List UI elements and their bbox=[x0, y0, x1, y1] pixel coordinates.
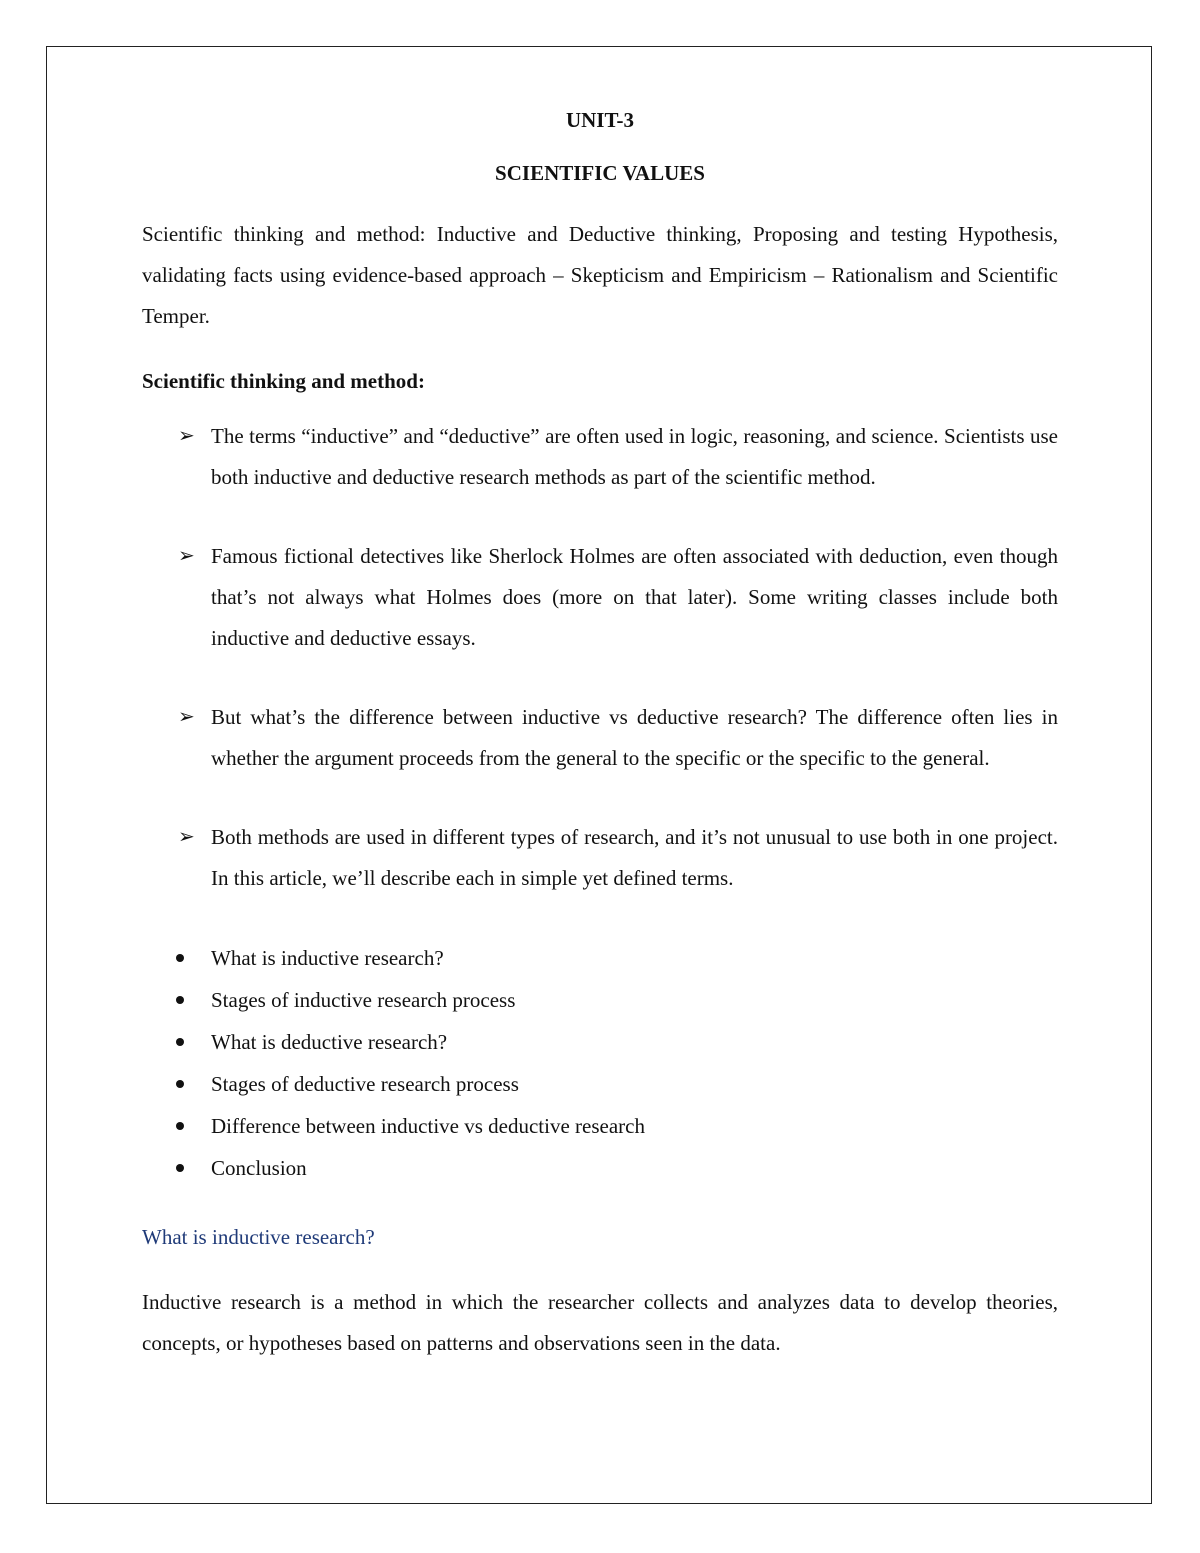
arrow-bullet-icon: ➢ bbox=[178, 545, 195, 567]
topic-list bbox=[142, 937, 1058, 1189]
topic-text: Conclusion bbox=[211, 1156, 307, 1180]
arrow-bullet-icon: ➢ bbox=[178, 826, 195, 848]
point-text: Both methods are used in different types of research, and it’s not unusual to use both in one project. In this article, we’ll describe each in simple yet defined terms. bbox=[211, 825, 1058, 890]
bullet-dot-icon bbox=[176, 1038, 184, 1046]
bullet-dot-icon bbox=[176, 1080, 184, 1088]
topic-text: Difference between inductive vs deductive research bbox=[211, 1114, 645, 1138]
bullet-dot-icon bbox=[176, 1164, 184, 1172]
bullet-dot-icon bbox=[176, 954, 184, 962]
arrow-bullet-icon: ➢ bbox=[178, 425, 195, 447]
topic-text: Stages of deductive research process bbox=[211, 1072, 519, 1096]
arrow-bullet-icon: ➢ bbox=[178, 706, 195, 728]
arrow-point-list bbox=[142, 416, 1058, 899]
list-item bbox=[142, 817, 1058, 899]
bullet-dot-icon bbox=[176, 1122, 184, 1130]
subsection-heading: What is inductive research? bbox=[142, 1225, 375, 1249]
list-item bbox=[142, 1147, 1058, 1189]
list-item bbox=[142, 1105, 1058, 1147]
topic-text: What is inductive research? bbox=[211, 946, 444, 970]
list-item bbox=[142, 416, 1058, 498]
bullet-dot-icon bbox=[176, 996, 184, 1004]
unit-title: UNIT-3 bbox=[565, 108, 635, 132]
list-item bbox=[142, 536, 1058, 659]
point-text: Famous fictional detectives like Sherlock Holmes are often associated with deduction, even though that’s not always what Holmes does (more on that later). Some writing classes include both inductive and deductive essays. bbox=[211, 544, 1058, 650]
topic-text: Stages of inductive research process bbox=[211, 988, 516, 1012]
syllabus-paragraph: Scientific thinking and method: Inductive and Deductive thinking, Proposing and testing Hypothesis, validating facts using evidence-based approach – Skepticism and Empiricism – Rationalism and Scientific Temper. bbox=[142, 222, 1058, 328]
point-text: The terms “inductive” and “deductive” are often used in logic, reasoning, and science. Scientists use both inductive and deductive research methods as part of the scientific method. bbox=[211, 424, 1058, 489]
point-text: But what’s the difference between inductive vs deductive research? The difference often lies in whether the argument proceeds from the general to the specific or the specific to the general. bbox=[211, 705, 1058, 770]
page-title: SCIENTIFIC VALUES bbox=[495, 161, 705, 185]
list-item bbox=[142, 697, 1058, 779]
list-item bbox=[142, 937, 1058, 979]
list-item bbox=[142, 1021, 1058, 1063]
list-item bbox=[142, 979, 1058, 1021]
list-item bbox=[142, 1063, 1058, 1105]
inductive-paragraph: Inductive research is a method in which the researcher collects and analyzes data to develop theories, concepts, or hypotheses based on patterns and observations seen in the data. bbox=[142, 1290, 1058, 1355]
document-body bbox=[142, 104, 1058, 1364]
topic-text: What is deductive research? bbox=[211, 1030, 448, 1054]
section-heading: Scientific thinking and method: bbox=[142, 369, 425, 393]
